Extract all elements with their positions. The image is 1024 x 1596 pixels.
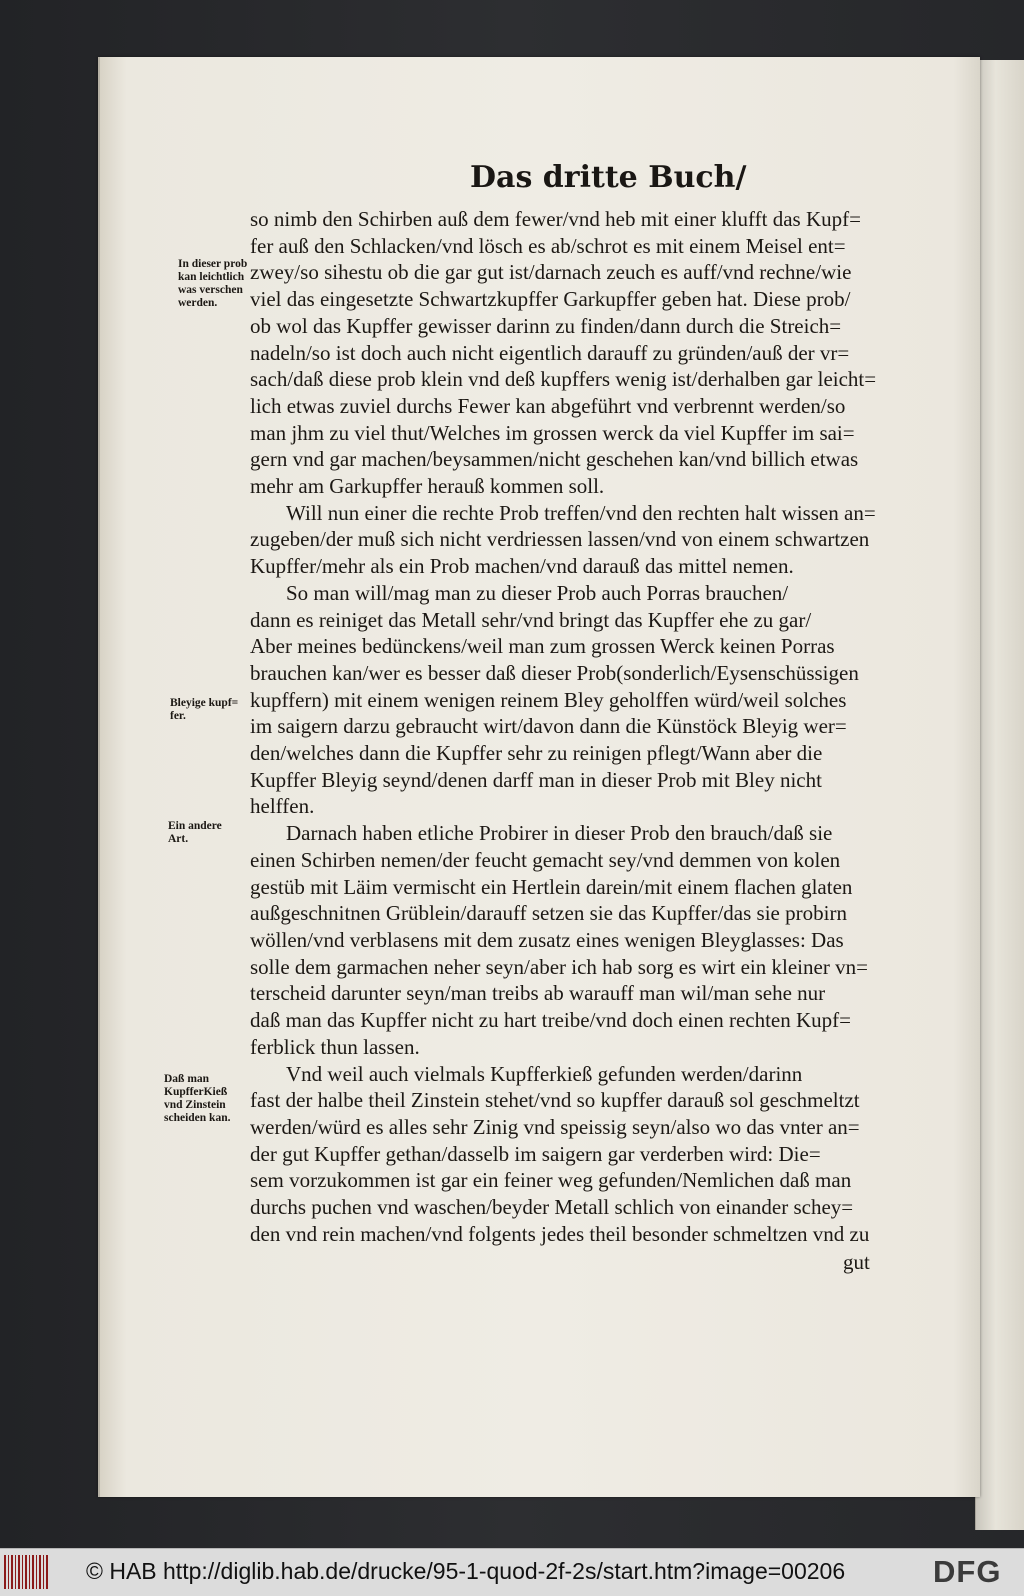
text-line: viel das eingesetzte Schwartzkupffer Garkupffer geben hat. Diese prob/ (250, 287, 851, 312)
text-line: werden/würd es alles sehr Zinig vnd speissig seyn/also wo das vnter an= (250, 1114, 860, 1139)
text-line: Will nun einer die rechte Prob treffen/vnd den rechten halt wissen an= (286, 500, 876, 525)
text-line: Darnach haben etliche Probirer in dieser Prob den brauch/daß sie (286, 821, 833, 846)
text-line: so nimb den Schirben auß dem fewer/vnd heb mit einer klufft das Kupf= (250, 207, 861, 231)
text-line: den/welches dann die Kupffer sehr zu reinigen pflegt/Wann aber die (250, 741, 823, 766)
text-line: fer auß den Schlacken/vnd lösch es ab/schrot es mit einem Meisel ent= (250, 233, 846, 258)
text-line: dann es reiniget das Metall sehr/vnd bringt das Kupffer ehe zu gar/ (250, 607, 812, 632)
text-line: der gut Kupffer gethan/dasselb im saigern gar verderben wird: Die= (250, 1141, 821, 1166)
text-line: kupffern) mit einem wenigen reinem Bley geholffen würd/weil solches (250, 687, 847, 712)
marginal-line: werden. (178, 297, 218, 309)
text-line: gestüb mit Läim vermischt ein Hertlein darein/mit einem flachen glaten (250, 874, 853, 899)
marginal-line: vnd Zinstein (164, 1099, 226, 1111)
text-line: Vnd weil auch vielmals Kupfferkieß gefunden werden/darinn (286, 1061, 803, 1086)
text-line: sach/daß diese prob klein vnd deß kupffers wenig ist/derhalben gar leicht= (250, 367, 877, 392)
marginal-line: was verschen (178, 284, 243, 296)
text-line: durchs puchen vnd waschen/beyder Metall schlich von einander schey= (250, 1195, 854, 1220)
text-line: daß man das Kupffer nicht zu hart treibe/vnd doch einen rechten Kupf= (250, 1008, 851, 1033)
text-line: Kupffer/mehr als ein Prob machen/vnd darauß das mittel nemen. (250, 554, 794, 579)
catchword: gut (843, 1250, 870, 1274)
marginal-line: fer. (170, 710, 186, 722)
text-line: ob wol das Kupffer gewisser darinn zu finden/dann durch die Streich= (250, 313, 842, 338)
text-line: man jhm zu viel thut/Welches im grossen werck da viel Kupffer im sai= (250, 420, 855, 445)
text-line: zwey/so sihestu ob die gar gut ist/darnach zeuch es auff/vnd rechne/wie (250, 260, 852, 285)
marginal-line: Ein andere (168, 820, 222, 832)
text-line: gern vnd gar machen/beysammen/nicht geschehen kan/vnd billich etwas (250, 447, 859, 472)
dfg-logo: DFG (933, 1554, 1002, 1589)
text-line: Kupffer Bleyig seynd/denen darff man in dieser Prob mit Bley nicht (250, 767, 822, 792)
text-line: außgeschnitnen Grüblein/darauff setzen sie das Kupffer/das sie probirn (250, 901, 847, 926)
text-line: zugeben/der muß sich nicht verdriessen lassen/vnd von einem schwartzen (250, 527, 870, 552)
text-line: wöllen/vnd verblasens mit dem zusatz eines wenigen Bleyglasses: Das (250, 927, 844, 952)
footer-citation: © HAB http://diglib.hab.de/drucke/95-1-quod-2f-2s/start.htm?image=00206 (86, 1558, 846, 1584)
marginal-line: In dieser prob (178, 258, 248, 270)
text-line: Aber meines bedünckens/weil man zum grossen Werck keinen Porras (250, 634, 835, 659)
running-head: Das dritte Buch/ (470, 160, 747, 195)
marginal-note-andere-art (168, 820, 263, 846)
text-line: terscheid darunter seyn/man treibs ab warauff man wil/man sehe nur (250, 981, 826, 1006)
text-line: lich etwas zuviel durchs Fewer kan abgeführt vnd verbrennt werden/so (250, 393, 846, 418)
text-line: den vnd rein machen/vnd folgents jedes theil besonder schmeltzen vnd zu (250, 1221, 870, 1246)
text-line: solle dem garmachen neher seyn/aber ich hab sorg es wirt ein kleiner vn= (250, 954, 868, 979)
text-line: im saigern darzu gebraucht wirt/davon dann die Künstöck Bleyig wer= (250, 714, 847, 739)
marginal-note-scheiden (164, 1073, 259, 1125)
text-line: brauchen kan/wer es besser daß dieser Prob(sonderlich/Eysenschüssigen (250, 660, 859, 685)
body-text (250, 206, 900, 1247)
text-line: nadeln/so ist doch auch nicht eigentlich darauff zu gründen/auß der vr= (250, 340, 850, 365)
marginal-line: KupfferKieß (164, 1086, 228, 1098)
text-line: mehr am Garkupffer herauß kommen soll. (250, 474, 605, 499)
text-line: sem vorzukommen ist gar ein feiner weg gefunden/Nemlichen daß man (250, 1168, 852, 1193)
text-line: einen Schirben nemen/der feucht gemacht sey/vnd demmen von kolen (250, 847, 841, 872)
marginal-line: kan leichtlich (178, 271, 245, 283)
marginal-line: Daß man (164, 1073, 210, 1085)
marginal-line: scheiden kan. (164, 1112, 231, 1124)
hab-barcode-icon (4, 1555, 48, 1589)
marginal-line: Bleyige kupf= (170, 697, 239, 709)
marginal-note-prob (178, 258, 273, 310)
footer-bar (0, 1548, 1024, 1596)
facing-page-edge (975, 60, 1024, 1530)
text-line: helffen. (250, 794, 315, 819)
text-line: So man will/mag man zu dieser Prob auch Porras brauchen/ (286, 580, 789, 605)
text-line: fast der halbe theil Zinstein stehet/vnd so kupffer darauß sol geschmeltzt (250, 1088, 860, 1113)
text-line: ferblick thun lassen. (250, 1034, 420, 1059)
marginal-note-bleyige (170, 697, 265, 723)
marginal-line: Art. (168, 833, 189, 845)
